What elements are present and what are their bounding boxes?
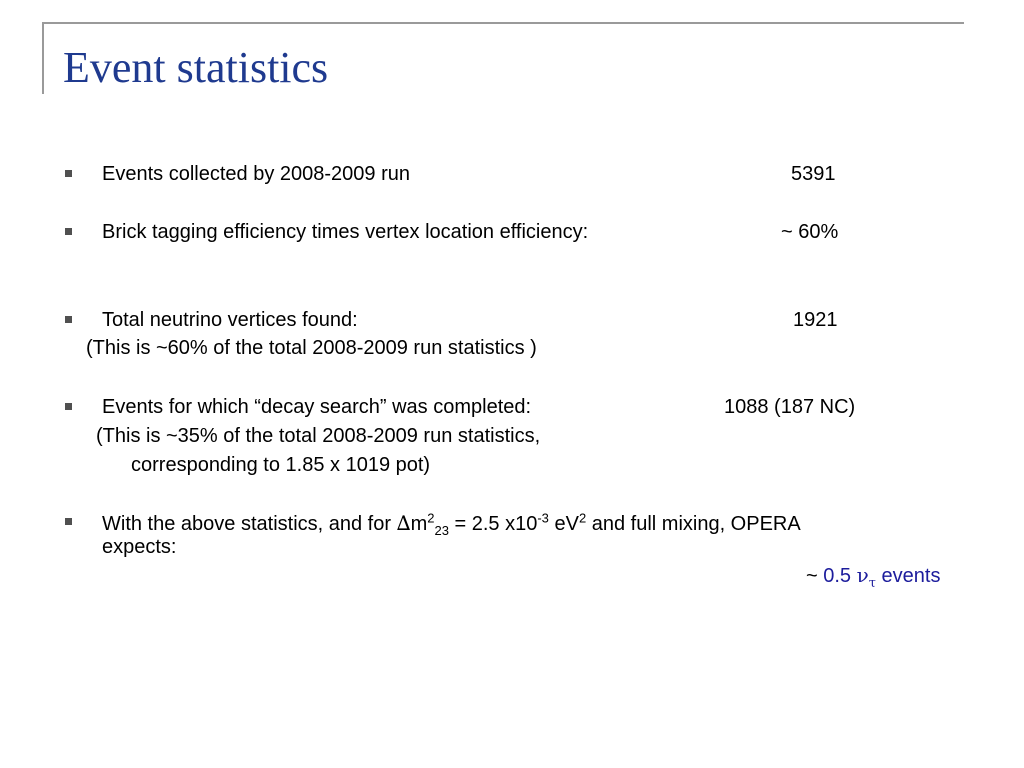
bullet-icon: [65, 518, 72, 525]
bullet-icon: [65, 228, 72, 235]
bullet-icon: [65, 316, 72, 323]
result-number: 0.5: [823, 565, 857, 587]
item-decay-search-note-line1: (This is ~35% of the total 2008-2009 run statistics,: [96, 425, 541, 447]
item-total-vertices-label: Total neutrino vertices found:: [102, 309, 358, 331]
item-opera-ev: eV: [548, 513, 579, 535]
item-opera-pre: With the above statistics, and for: [102, 513, 397, 535]
item-opera-post: and full mixing, OPERA: [586, 513, 801, 535]
item-brick-tagging-label: Brick tagging efficiency times vertex location efficiency:: [102, 221, 589, 243]
item-events-collected-value: 5391: [791, 163, 836, 185]
slide-title: Event statistics: [63, 43, 329, 92]
slide-frame-left-rule: [42, 22, 44, 94]
item-total-vertices-note: (This is ~60% of the total 2008-2009 run statistics ): [86, 337, 537, 359]
bullet-icon: [65, 170, 72, 177]
subscript-23: 23: [434, 523, 449, 538]
item-opera-expects-line1: [102, 511, 801, 536]
nu-symbol: ν: [856, 563, 869, 587]
expected-events-result: [806, 563, 941, 591]
exponent-2b: 2: [578, 510, 587, 526]
item-decay-search-label: Events for which “decay search” was completed:: [102, 396, 532, 418]
item-total-vertices-value: 1921: [793, 309, 838, 331]
exponent-minus-3: -3: [537, 510, 549, 526]
item-decay-search-note-line2: corresponding to 1.85 x 1019 pot): [131, 454, 431, 476]
tau-subscript: τ: [868, 576, 876, 591]
bullet-icon: [65, 403, 72, 410]
item-brick-tagging-value: ~ 60%: [781, 221, 839, 243]
result-suffix: events: [875, 565, 941, 587]
item-opera-mid: = 2.5 x10: [448, 513, 538, 535]
item-events-collected-label: Events collected by 2008-2009 run: [102, 163, 410, 185]
item-opera-expects-line2: expects:: [102, 536, 177, 558]
delta-symbol: ∆: [396, 511, 411, 535]
item-decay-search-value: 1088 (187 NC): [724, 396, 856, 418]
slide-frame-top-rule: [42, 22, 964, 24]
exponent-2: 2: [427, 510, 435, 526]
result-prefix: ~: [806, 565, 824, 587]
m-symbol: m: [410, 513, 428, 535]
